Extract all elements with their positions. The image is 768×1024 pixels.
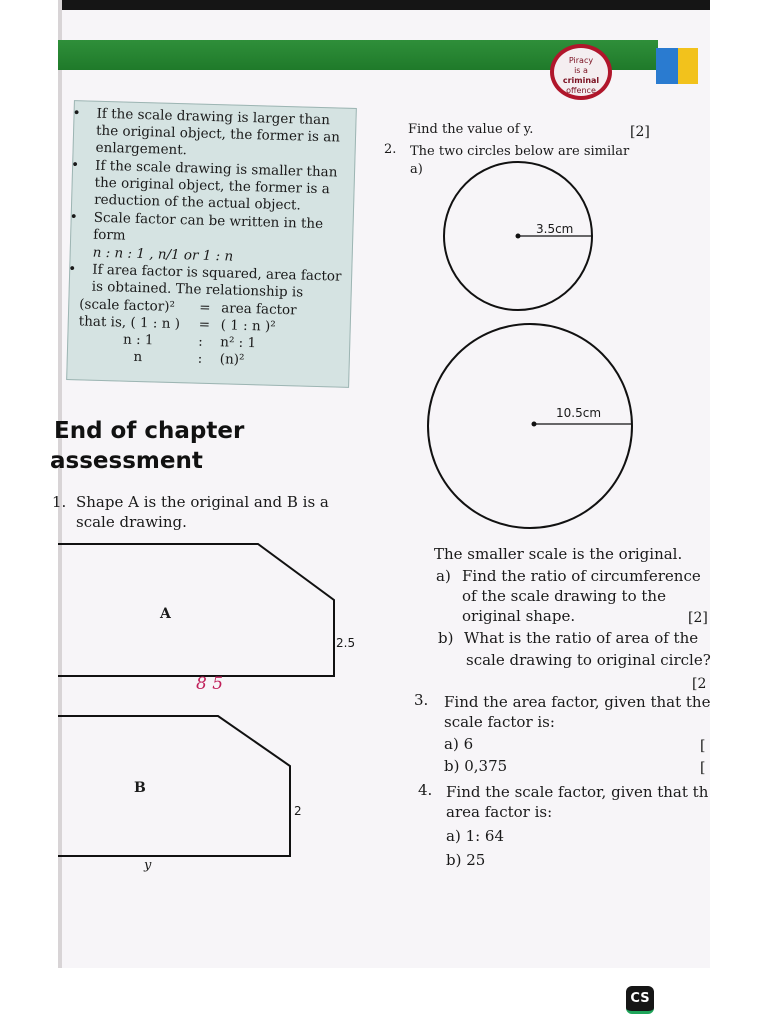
large-circle <box>428 324 632 528</box>
summary-bullet-area-factor: • If area factor is squared, area factor is obtained. The relationship is <box>80 261 346 302</box>
relation-left: that is, ( 1 : n ) <box>78 313 181 333</box>
q1-number: 1. <box>52 493 67 511</box>
handwritten-note: 8 5 <box>196 674 224 694</box>
large-circle-centre <box>532 422 537 427</box>
piracy-stamp-badge: Piracy is a criminal offence <box>550 44 612 100</box>
relation-right: n² : 1 <box>220 334 257 352</box>
q3-part-a-marks: [ <box>700 738 706 754</box>
q2a-line3: original shape. <box>462 607 576 625</box>
similar-circles-diagram <box>418 160 658 526</box>
small-circle-radius-label: 3.5cm <box>536 222 574 236</box>
relation-mid: : <box>197 350 203 367</box>
summary-bullet-enlargement: • If the scale drawing is larger than the original object, the former is an enlargement. <box>83 105 349 163</box>
q3-line1: Find the area factor, given that the <box>444 693 711 711</box>
q4-part-b: b) 25 <box>446 851 486 869</box>
shape-b-label: B <box>134 780 146 796</box>
relation-left: (scale factor)² <box>79 296 176 316</box>
relation-left: n <box>133 348 143 366</box>
shape-b-base-variable: y <box>144 858 152 873</box>
smaller-is-original-text: The smaller scale is the original. <box>434 545 683 563</box>
q4-part-a: a) 1: 64 <box>446 827 505 845</box>
q2b-marks: [2 <box>692 676 707 692</box>
q2b-line1: What is the ratio of area of the <box>464 629 699 647</box>
q3-part-b-marks: [ <box>700 760 706 776</box>
relation-right: area factor <box>220 300 297 319</box>
relation-mid: : <box>198 333 204 350</box>
shape-b-side-length: 2 <box>294 804 302 818</box>
shape-a-label: A <box>160 606 171 622</box>
find-y-marks: [2] <box>630 124 650 140</box>
relation-mid: = <box>198 299 211 316</box>
header-blue-tab <box>656 48 678 84</box>
relation-mid: = <box>198 316 211 333</box>
q2a-marks: [2] <box>688 610 708 626</box>
q1-text-line2: scale drawing. <box>76 513 187 531</box>
q3-line2: scale factor is: <box>444 713 555 731</box>
q2a-label: a) <box>436 567 451 585</box>
relation-right: (n)² <box>219 351 245 368</box>
q4-number: 4. <box>418 781 433 799</box>
chapter-heading-line2: assessment <box>50 448 203 474</box>
q2-text: The two circles below are similar <box>410 144 630 159</box>
camscanner-logo: CS <box>626 986 654 1014</box>
q3-number: 3. <box>414 691 429 709</box>
summary-bullet-scale-form: • Scale factor can be written in the form <box>81 209 347 250</box>
q2b-label: b) <box>438 629 454 647</box>
large-circle-radius-label: 10.5cm <box>556 406 602 420</box>
chapter-heading-line1: End of chapter <box>54 418 245 444</box>
small-circle-centre <box>516 234 521 239</box>
relation-left: n : 1 <box>122 331 154 349</box>
summary-bullet-reduction: • If the scale drawing is smaller than the original object, the former is a reduction of the actual object. <box>82 157 348 215</box>
q3-part-a: a) 6 <box>444 735 474 753</box>
q3-part-b: b) 0,375 <box>444 757 508 775</box>
shape-b-outline <box>58 716 290 856</box>
header-yellow-tab <box>678 48 698 84</box>
shapes-diagram <box>58 530 358 870</box>
summary-box <box>66 100 357 388</box>
q2-part-a-label: a) <box>410 162 423 177</box>
textbook-page <box>50 0 711 968</box>
q2a-line1: Find the ratio of circumference <box>462 567 701 585</box>
q1-text-line1: Shape A is the original and B is a <box>76 493 329 511</box>
q2-number: 2. <box>384 142 397 157</box>
q4-line2: area factor is: <box>446 803 553 821</box>
q4-line1: Find the scale factor, given that th <box>446 783 709 801</box>
q2a-line2: of the scale drawing to the <box>462 587 666 605</box>
q2b-line2: scale drawing to original circle? <box>466 651 711 669</box>
scale-factor-formula: n : n : 1 , n/1 or 1 : n <box>92 244 234 265</box>
shape-a-side-length: 2.5 <box>336 636 356 650</box>
relation-right: ( 1 : n )² <box>220 317 276 335</box>
page-top-edge <box>58 0 710 10</box>
shape-a-outline <box>58 544 334 676</box>
find-y-text: Find the value of y. <box>408 122 534 137</box>
